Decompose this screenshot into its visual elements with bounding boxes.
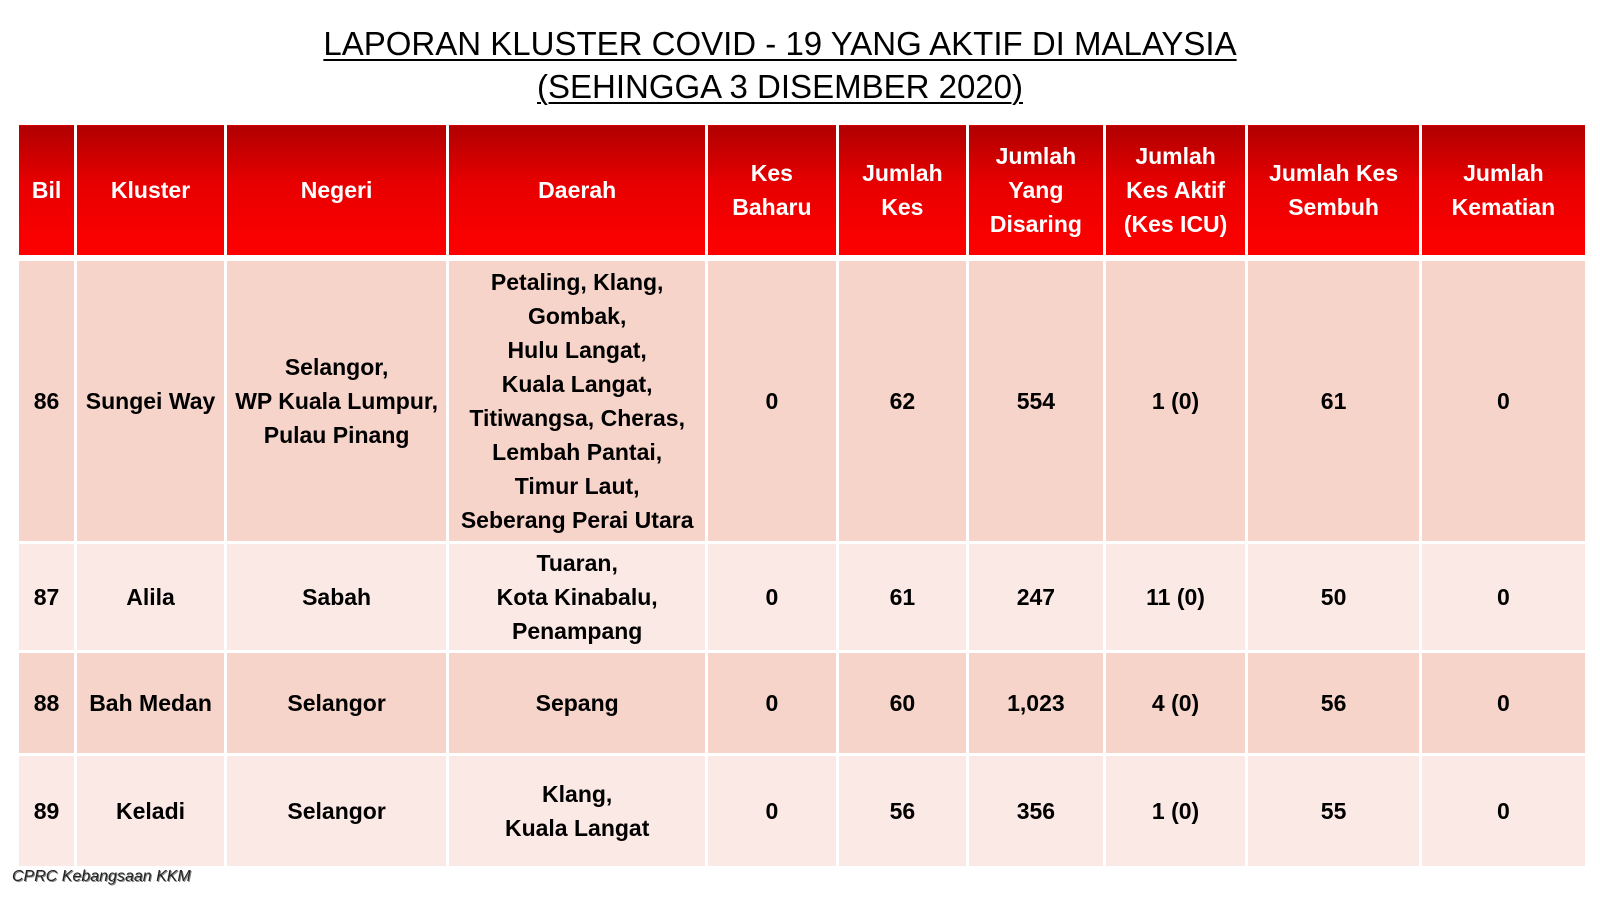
cell-jumlah-disaring: 356 [968,755,1105,868]
cell-bil: 86 [18,258,76,543]
source-footnote: CPRC Kebangsaan KKM [12,868,191,885]
column-header-jumlah-kes: Jumlah Kes [837,124,967,259]
column-header-kes-aktif: Jumlah Kes Aktif (Kes ICU) [1104,124,1247,259]
cell-kluster: Keladi [76,755,226,868]
cell-bil: 88 [18,652,76,755]
cell-kluster: Sungei Way [76,258,226,543]
column-header-kematian: Jumlah Kematian [1420,124,1586,259]
cell-negeri: Selangor, WP Kuala Lumpur, Pulau Pinang [225,258,447,543]
cell-daerah: Sepang [448,652,707,755]
cell-daerah: Tuaran, Kota Kinabalu, Penampang [448,543,707,652]
column-header-bil: Bil [18,124,76,259]
cell-jumlah-kes: 61 [837,543,967,652]
cell-kes-aktif: 1 (0) [1104,258,1247,543]
table-row [18,258,1587,543]
cell-kes-baharu: 0 [707,755,837,868]
column-header-negeri: Negeri [225,124,447,259]
cell-kematian: 0 [1420,652,1586,755]
cell-sembuh: 55 [1247,755,1420,868]
cell-kes-baharu: 0 [707,543,837,652]
cell-kes-aktif: 11 (0) [1104,543,1247,652]
cell-kluster: Bah Medan [76,652,226,755]
cell-sembuh: 50 [1247,543,1420,652]
cell-jumlah-kes: 56 [837,755,967,868]
cell-daerah: Klang, Kuala Langat [448,755,707,868]
cell-jumlah-disaring: 554 [968,258,1105,543]
cluster-table [16,122,1588,869]
cell-jumlah-kes: 60 [837,652,967,755]
column-header-kluster: Kluster [76,124,226,259]
cell-jumlah-kes: 62 [837,258,967,543]
cell-sembuh: 61 [1247,258,1420,543]
table-row [18,543,1587,652]
cell-negeri: Sabah [225,543,447,652]
cell-kluster: Alila [76,543,226,652]
cell-daerah: Petaling, Klang, Gombak, Hulu Langat, Kuala Langat, Titiwangsa, Cheras, Lembah Pantai, Timur Laut, Seberang Perai Utara [448,258,707,543]
cell-kematian: 0 [1420,258,1586,543]
cell-kematian: 0 [1420,543,1586,652]
column-header-daerah: Daerah [448,124,707,259]
cell-jumlah-disaring: 247 [968,543,1105,652]
cell-kes-baharu: 0 [707,652,837,755]
column-header-jumlah-disaring: Jumlah Yang Disaring [968,124,1105,259]
cell-bil: 89 [18,755,76,868]
cell-kes-aktif: 1 (0) [1104,755,1247,868]
cell-negeri: Selangor [225,755,447,868]
cell-negeri: Selangor [225,652,447,755]
column-header-kes-baharu: Kes Baharu [707,124,837,259]
cell-kematian: 0 [1420,755,1586,868]
cell-kes-aktif: 4 (0) [1104,652,1247,755]
table-row [18,652,1587,755]
table-header-row [18,124,1587,259]
column-header-sembuh: Jumlah Kes Sembuh [1247,124,1420,259]
report-title-line-2: (SEHINGGA 3 DISEMBER 2020) [537,68,1023,105]
cell-sembuh: 56 [1247,652,1420,755]
cell-jumlah-disaring: 1,023 [968,652,1105,755]
cell-bil: 87 [18,543,76,652]
table-row [18,755,1587,868]
report-title-line-1: LAPORAN KLUSTER COVID - 19 YANG AKTIF DI MALAYSIA [323,25,1237,62]
cell-kes-baharu: 0 [707,258,837,543]
report-title [0,22,1560,108]
